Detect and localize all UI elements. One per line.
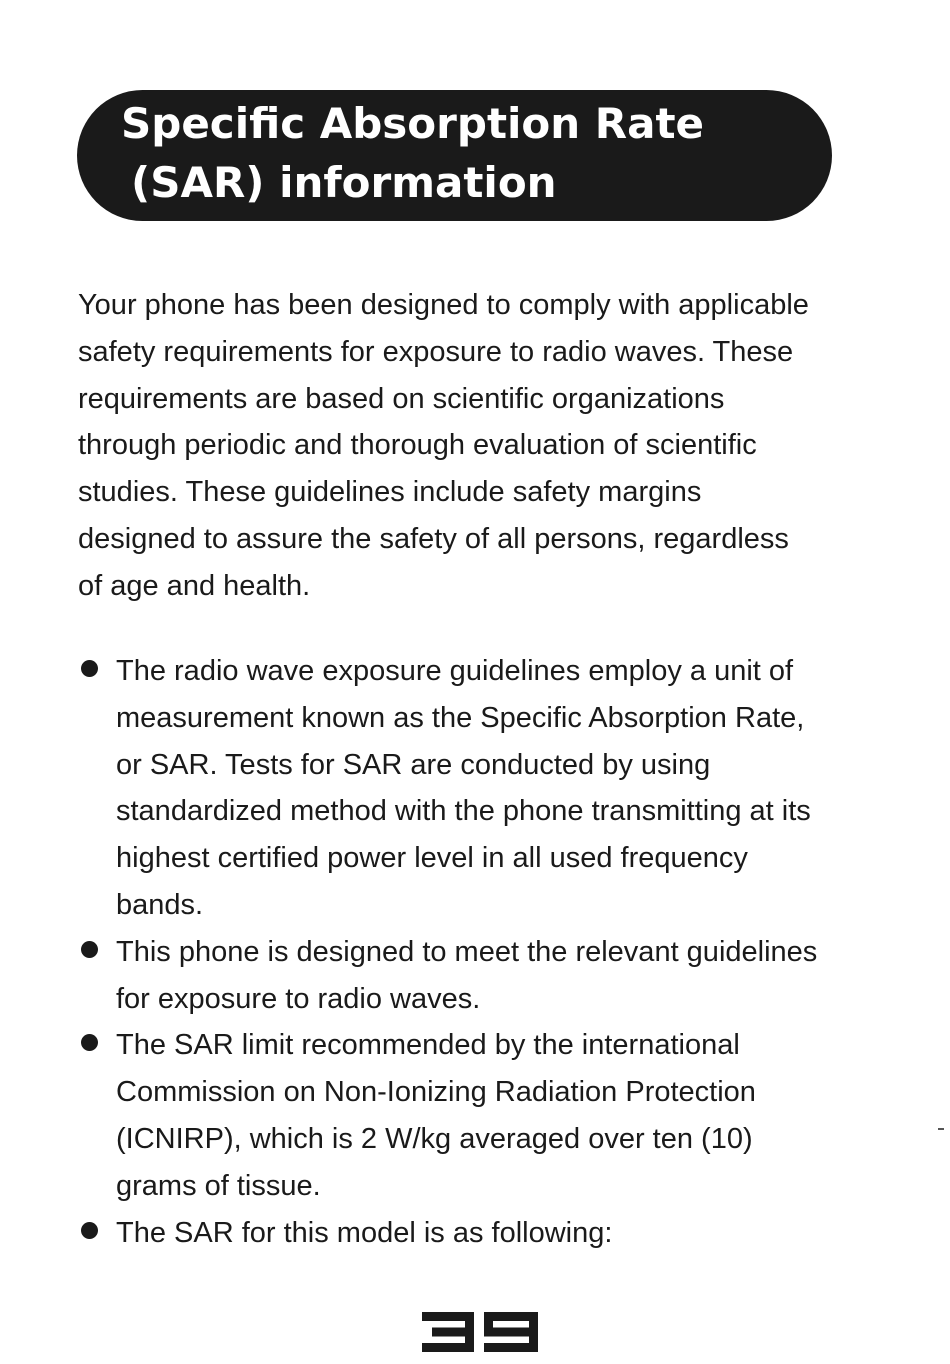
bullet-line: or SAR. Tests for SAR are conducted by using	[116, 748, 711, 781]
intro-line: requirements are based on scientific organizations	[78, 382, 725, 415]
bullet-line: This phone is designed to meet the relevant guidelines	[116, 935, 818, 968]
list-item	[78, 1210, 878, 1257]
bullet-line: measurement known as the Specific Absorption Rate,	[116, 701, 805, 734]
bullet-line: Commission on Non-Ionizing Radiation Protection	[116, 1076, 756, 1109]
section-title-banner	[77, 90, 832, 221]
bullet-line: grams of tissue.	[116, 1169, 321, 1202]
intro-line: designed to assure the safety of all persons, regardless	[78, 522, 789, 555]
list-item	[78, 648, 878, 929]
section-title-line-2: (SAR) information	[131, 158, 557, 207]
bullet-line: The radio wave exposure guidelines employ a unit of	[116, 655, 794, 687]
list-item	[78, 929, 878, 1023]
bullet-line: bands.	[116, 888, 204, 921]
page-number-digit-9	[484, 1312, 538, 1352]
bullet-line: highest certified power level in all used frequency	[116, 842, 748, 875]
bullet-line: The SAR limit recommended by the international	[116, 1029, 740, 1062]
page-number	[422, 1312, 540, 1352]
bullet-line: The SAR for this model is as following:	[116, 1216, 613, 1249]
list-item	[78, 1022, 878, 1209]
intro-line: studies. These guidelines include safety margins	[78, 476, 702, 509]
intro-line: of age and health.	[78, 569, 311, 602]
bullet-line: standardized method with the phone transmitting at its	[116, 795, 811, 828]
crop-mark	[938, 1128, 944, 1130]
page-number-digit-3	[422, 1312, 474, 1352]
bullet-line: (ICNIRP), which is 2 W/kg averaged over ten (10)	[116, 1122, 753, 1155]
bullet-dot-icon	[81, 660, 98, 677]
bullet-line: for exposure to radio waves.	[116, 982, 481, 1015]
intro-paragraph	[78, 282, 878, 610]
intro-line: Your phone has been designed to comply with applicable	[78, 289, 809, 321]
intro-line: through periodic and thorough evaluation of scientific	[78, 429, 757, 462]
bullet-dot-icon	[81, 1034, 98, 1051]
bullet-dot-icon	[81, 941, 98, 958]
bullet-dot-icon	[81, 1222, 98, 1239]
intro-line: safety requirements for exposure to radio waves. These	[78, 335, 794, 368]
sar-bullet-list	[78, 648, 878, 1256]
section-title-line-1: Specific Absorption Rate	[121, 99, 705, 148]
